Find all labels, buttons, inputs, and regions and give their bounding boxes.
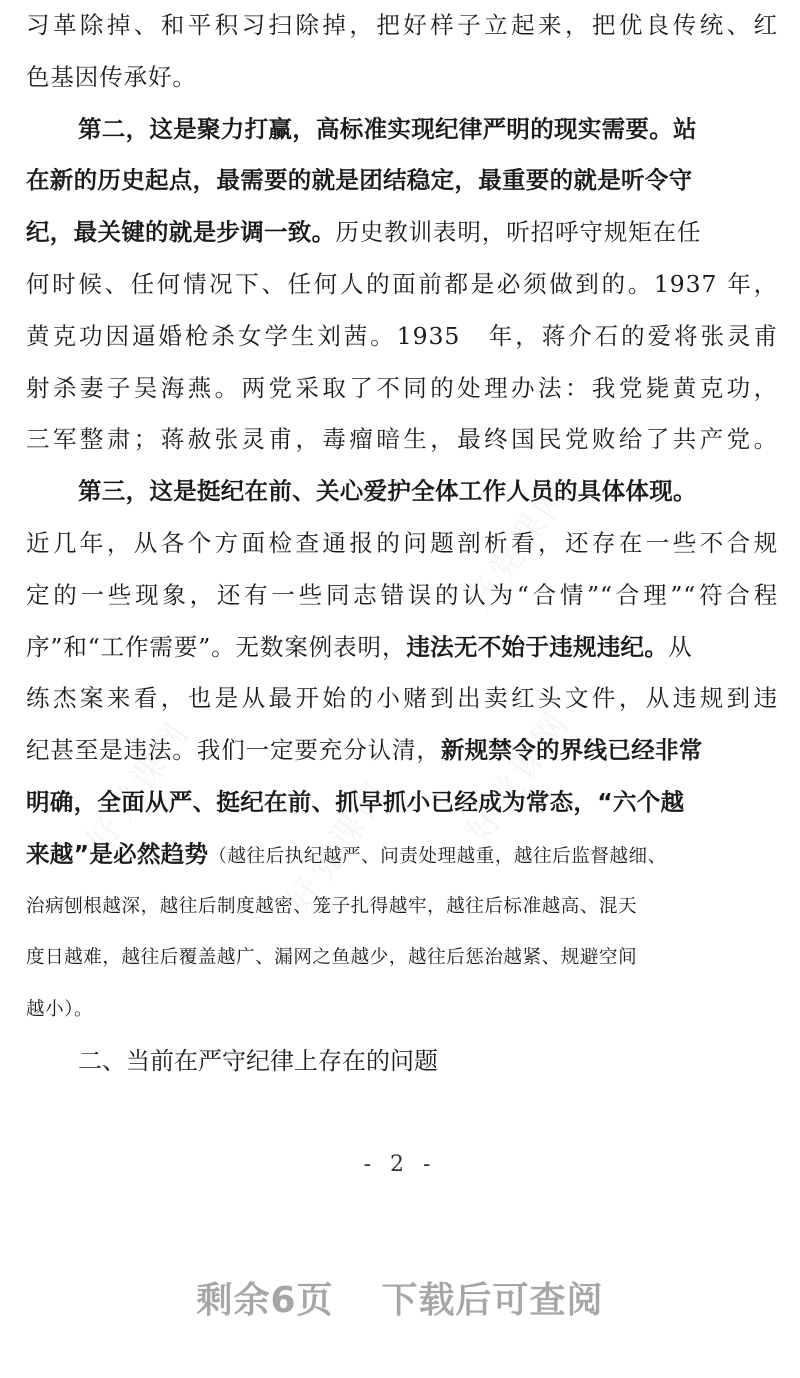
remaining-pages-label: 剩余6页	[196, 1280, 334, 1321]
section-three-line	[26, 622, 778, 674]
body-text: 序”和“工作需要”。无数案例表明，	[26, 632, 407, 661]
download-hint-label: 下载后可查阅	[381, 1280, 604, 1321]
section-two-line	[26, 155, 778, 207]
emphasis-text: 来越”是必然趋势	[26, 839, 209, 868]
document-body	[26, 0, 778, 1088]
section-heading: 二、当前在严守纪律上存在的问题	[78, 1046, 438, 1075]
section-three-line	[26, 829, 778, 881]
section-three-line: 治病刨根越深，越往后制度越密、笼子扎得越牢，越往后标准越高、混天	[26, 895, 638, 917]
section-three-line	[26, 466, 778, 518]
paragraph-line: 色基因传承好。	[26, 62, 197, 91]
page-number: - 2 -	[363, 1152, 437, 1177]
section-two-line: 何时候、任何情况下、任何人的面前都是必须做到的。1937 年，	[26, 269, 778, 298]
emphasis-text: 纪，最关键的就是步调一致。	[26, 218, 336, 247]
paragraph-line: 习革除掉、和平积习扫除掉，把好样子立起来，把优良传统、红	[26, 11, 778, 39]
emphasis-text: 违法无不始于违规违纪。	[406, 632, 669, 661]
section-two-line	[26, 207, 778, 259]
section-three-line: 定的一些现象，还有一些同志错误的认为“合情”“合理”“符合程	[26, 580, 778, 609]
emphasis-text: 新规禁令的界线已经非常	[440, 736, 703, 765]
section-three-line	[26, 777, 778, 829]
emphasis-text: 明确，全面从严、挺纪在前、抓早抓小已经成为常态，“六个越	[26, 787, 685, 816]
emphasis-text: 在新的历史起点，最需要的就是团结稳定，最重要的就是听令守	[26, 166, 693, 195]
section-three-line: 越小）。	[26, 999, 94, 1021]
section-two-line: 黄克功因逼婚枪杀女学生刘茜。1935 年，蒋介石的爱将张灵甫	[26, 321, 778, 350]
section-three-line: 度日越难，越往后覆盖越广、漏网之鱼越少，越往后惩治越紧、规避空间	[26, 947, 638, 969]
remaining-pages-banner[interactable]	[0, 1272, 800, 1323]
section-three-line: 练杰案来看，也是从最开始的小赌到出卖红头文件，从违规到违	[26, 684, 778, 713]
section-three-line: 近几年，从各个方面检查通报的问题剖析看，还存在一些不合规	[26, 528, 778, 557]
body-text: 历史教训表明，听招呼守规矩在任	[335, 218, 702, 247]
emphasis-text: 第三，这是挺纪在前、关心爱护全体工作人员的具体体现。	[78, 477, 697, 506]
parenthetical-text: （越往后执纪越严、问责处理越重，越往后监督越细、	[208, 845, 667, 867]
emphasis-text: 第二，这是聚力打赢，高标准实现纪律严明的现实需要。站	[78, 114, 697, 143]
body-text: 从	[668, 632, 693, 661]
section-two-line	[26, 104, 778, 156]
section-two-line: 射杀妻子吴海燕。两党采取了不同的处理办法：我党毙黄克功，	[26, 373, 778, 402]
section-two-line: 三军整肃；蒋赦张灵甫，毒瘤暗生，最终国民党败给了共产党。	[26, 425, 778, 454]
body-text: 纪甚至是违法。我们一定要充分认清，	[26, 736, 441, 765]
section-three-line	[26, 725, 778, 777]
